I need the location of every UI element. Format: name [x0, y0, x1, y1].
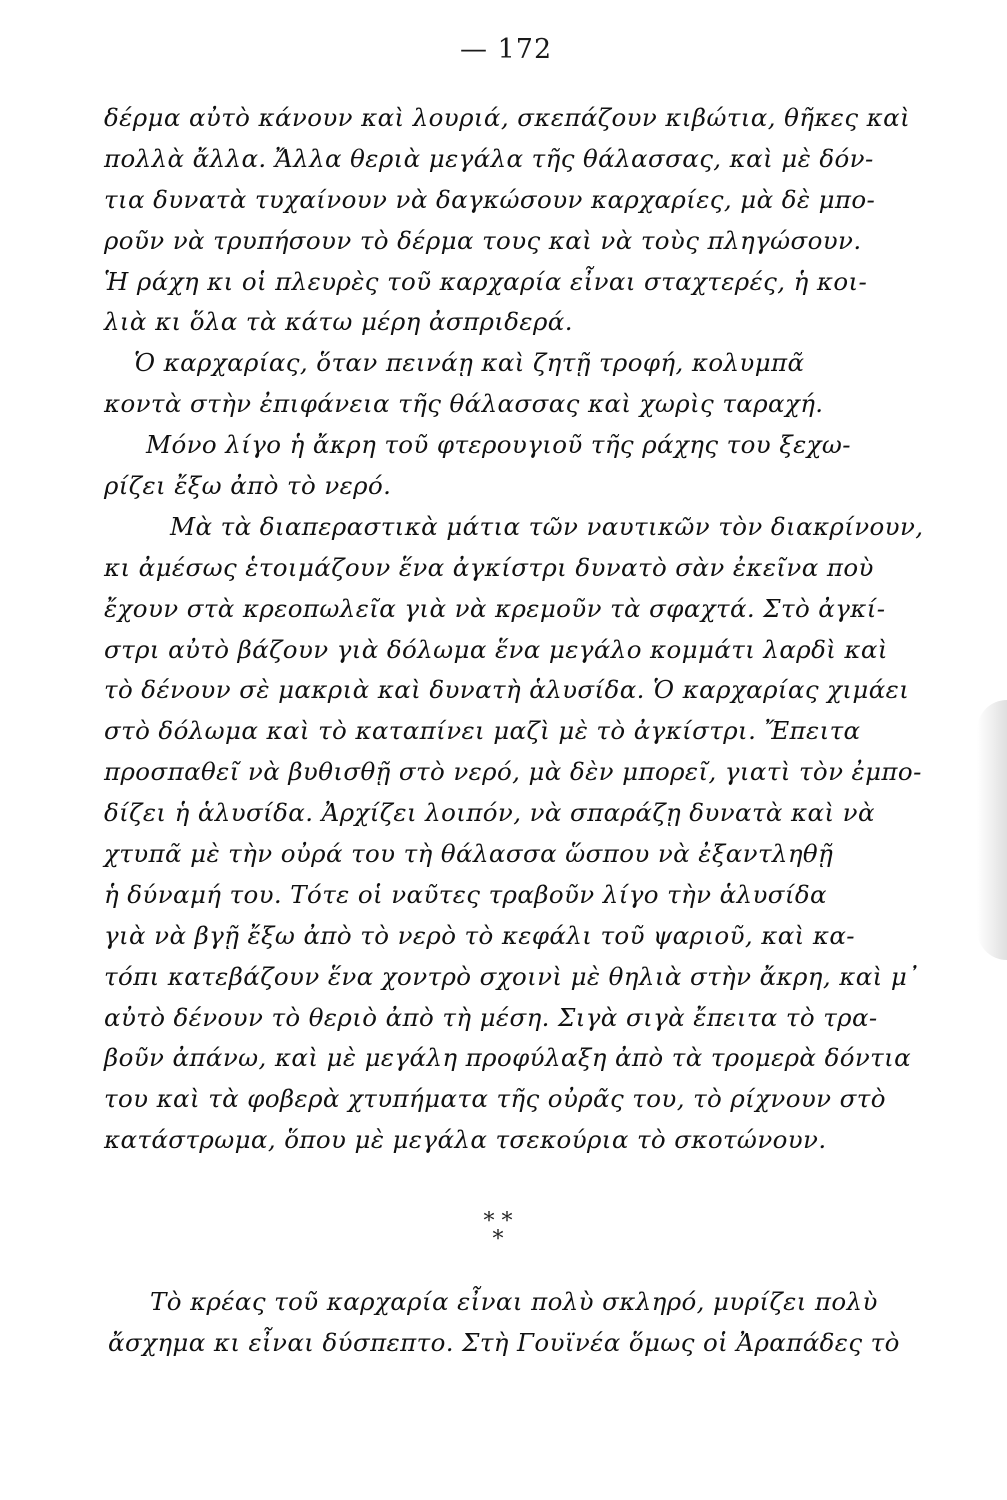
text-line: στρι αὐτὸ βάζουν γιὰ δόλωμα ἕνα μεγάλο κομμάτι λαρδὶ καὶ: [104, 634, 888, 664]
text-line: κοντὰ στὴν ἐπιφάνεια τῆς θάλασσας καὶ χωρὶς ταραχή.: [104, 389, 824, 419]
text-line: ἡ δύναμή του. Τότε οἱ ναῦτες τραβοῦν λίγο τὴν ἁλυσίδα: [104, 879, 827, 909]
text-line: δέρμα αὐτὸ κάνουν καὶ λουριά, σκεπάζουν κιβώτια, θῆκες καὶ: [104, 103, 911, 132]
text-line: τὸ δένουν σὲ μακριὰ καὶ δυνατὴ ἁλυσίδα. Ὁ καρχαρίας χιμάει: [104, 675, 910, 705]
main-text: [104, 98, 944, 1161]
section-separator: [474, 1209, 522, 1252]
text-line: Ἡ ράχη κι οἱ πλευρὲς τοῦ καρχαρία εἶναι σταχτερές, ἡ κοι-: [104, 266, 868, 296]
text-line: στὸ δόλωμα καὶ τὸ καταπίνει μαζὶ μὲ τὸ ἀγκίστρι. Ἔπειτα: [104, 716, 861, 746]
text-line: πολλὰ ἄλλα. Ἄλλα θεριὰ μεγάλα τῆς θάλασσας, καὶ μὲ δόν-: [104, 143, 874, 173]
text-line: Μόνο λίγο ἡ ἄκρη τοῦ φτερουγιοῦ τῆς ράχης του ξεχω-: [146, 430, 851, 460]
text-line: ρίζει ἔξω ἀπὸ τὸ νερό.: [104, 471, 392, 501]
separator-stars-bottom: *: [492, 1227, 504, 1252]
separator-stars-top: * *: [483, 1209, 513, 1234]
text-line: του καὶ τὰ φοβερὰ χτυπήματα τῆς οὐρᾶς του, τὸ ρίχνουν στὸ: [104, 1084, 886, 1114]
text-line: δίζει ἡ ἁλυσίδα. Ἀρχίζει λοιπόν, νὰ σπαράζῃ δυνατὰ καὶ νὰ: [104, 798, 875, 828]
text-line: χτυπᾶ μὲ τὴν οὐρά του τὴ θάλασσα ὥσπου νὰ ἐξαντληθῇ: [104, 839, 834, 869]
text-line: γιὰ νὰ βγῇ ἔξω ἀπὸ τὸ νερὸ τὸ κεφάλι τοῦ ψαριοῦ, καὶ κα-: [104, 920, 855, 950]
text-line: λιὰ κι ὅλα τὰ κάτω μέρη ἀσπριδερά.: [104, 307, 573, 337]
text-line: Ὁ καρχαρίας, ὅταν πεινάῃ καὶ ζητῇ τροφή, κολυμπᾶ: [134, 348, 805, 378]
text-line: τόπι κατεβάζουν ἕνα χοντρὸ σχοινὶ μὲ θηλιὰ στὴν ἄκρη, καὶ μ᾿: [104, 961, 920, 991]
text-line: ἔχουν στὰ κρεοπωλεῖα γιὰ νὰ κρεμοῦν τὰ σφαχτά. Στὸ ἀγκί-: [104, 593, 886, 623]
next-section-text: [108, 1282, 948, 1364]
page-edge-shadow: [977, 700, 1007, 960]
text-line: τια δυνατὰ τυχαίνουν νὰ δαγκώσουν καρχαρίες, μὰ δὲ μπο-: [104, 184, 876, 214]
text-line: ροῦν νὰ τρυπήσουν τὸ δέρμα τους καὶ νὰ τοὺς πληγώσουν.: [104, 225, 862, 255]
text-line: Τὸ κρέας τοῦ καρχαρία εἶναι πολὺ σκληρό, μυρίζει πολὺ: [150, 1287, 878, 1316]
page-number: — 172: [460, 34, 553, 65]
text-line: προσπαθεῖ νὰ βυθισθῇ στὸ νερό, μὰ δὲν μπορεῖ, γιατὶ τὸν ἐμπο-: [104, 757, 922, 787]
text-line: ἄσχημα κι εἶναι δύσπεπτο. Στὴ Γουϊνέα ὅμως οἱ Ἀραπάδες τὸ: [108, 1327, 900, 1357]
text-line: αὐτὸ δένουν τὸ θεριὸ ἀπὸ τὴ μέση. Σιγὰ σιγὰ ἔπειτα τὸ τρα-: [104, 1002, 878, 1032]
text-line: βοῦν ἀπάνω, καὶ μὲ μεγάλη προφύλαξη ἀπὸ τὰ τρομερὰ δόντια: [104, 1043, 912, 1073]
text-line: Μὰ τὰ διαπεραστικὰ μάτια τῶν ναυτικῶν τὸν διακρίνουν,: [170, 511, 924, 541]
text-line: κι ἀμέσως ἑτοιμάζουν ἕνα ἀγκίστρι δυνατὸ σὰν ἐκεῖνα ποὺ: [104, 552, 874, 582]
text-line: κατάστρωμα, ὅπου μὲ μεγάλα τσεκούρια τὸ σκοτώνουν.: [104, 1125, 827, 1155]
